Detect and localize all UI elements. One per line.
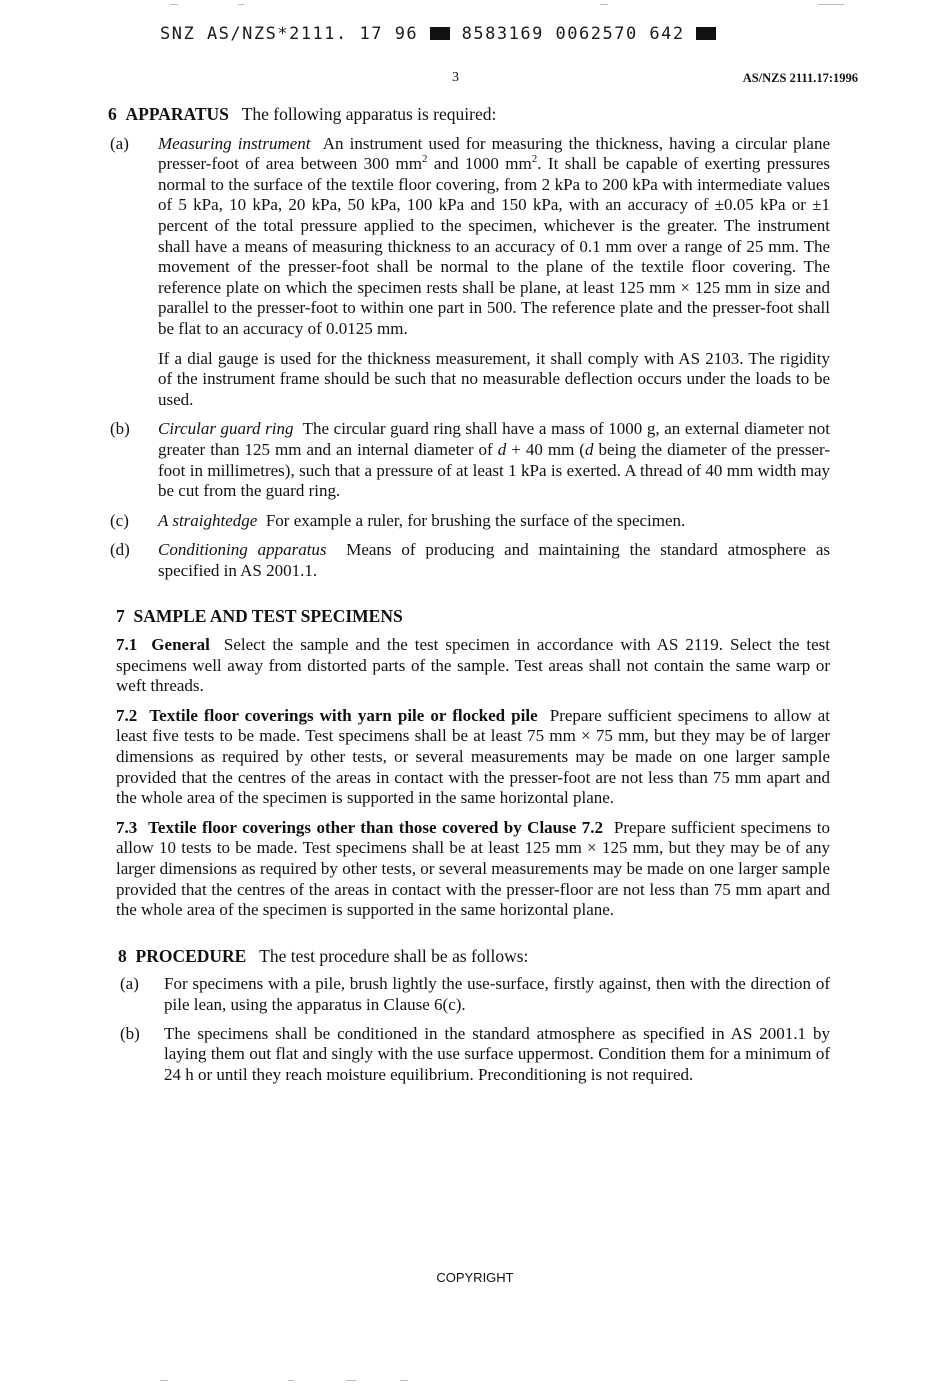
clause-heading: General [151, 635, 210, 655]
scan-mark [400, 1380, 408, 1381]
item-text: The circular guard ring shall have a mass of 1000 g, an external diameter not greater than 125 mm and an internal diameter of [158, 419, 831, 459]
section-intro: The test procedure shall be as follows: [259, 945, 529, 966]
section-title: SAMPLE AND TEST SPECIMENS [133, 606, 403, 627]
clause-number: 7.3 [116, 817, 138, 837]
procedure-item-b [118, 1024, 830, 1086]
item-paragraph [158, 419, 830, 501]
apparatus-item-c [108, 511, 830, 532]
clause-heading: Textile floor coverings with yarn pile or flocked pile [149, 705, 538, 725]
copyright-notice: COPYRIGHT [436, 1270, 514, 1285]
item-paragraph [158, 540, 830, 581]
clause-text: Prepare sufficient specimens to allow 10 tests to be made. Test specimens shall be at least 125 mm × 125 mm, but they may be of any larger dimensions as required by other tests, or several measurements may be made on one larger sample provided that the centres of the areas in contact with the presser-floor are not less than 75 mm apart and the whole area of the specimen is supported in the same horizontal plane. [116, 817, 831, 920]
clause-text: Prepare sufficient specimens to allow at least five tests to be made. Test specimens shall be at least 75 mm × 75 mm, but they may be of larger dimensions as required by other tests, or several measurements may be made on one larger sample provided that the centres of the areas in contact with the presser-foot are not less than 75 mm apart and the whole area of the specimen is supported in the same horizontal plane. [116, 705, 830, 808]
item-paragraph: The specimens shall be conditioned in the standard atmosphere as specified in AS 2001.1 by laying them out flat and singly with the use surface uppermost. Condition them for a minimum of 24 h or until they reach moisture equilibrium. Preconditioning is not required. [164, 1023, 830, 1084]
scan-mark [818, 4, 844, 5]
black-block-icon [430, 27, 450, 40]
item-term: Circular guard ring [158, 419, 294, 439]
item-label: (c) [110, 510, 129, 530]
section-apparatus [108, 104, 830, 581]
superscript: 2 [531, 153, 538, 166]
clause-7-2 [116, 706, 830, 809]
item-text: being the diameter of the presser-foot in millimetres), such that a pressure of at least 1 kPa is exerted. A thread of 40 mm width may be cut from the guard ring. [158, 439, 830, 501]
variable-d: d [584, 439, 594, 459]
section-sample-and-test-specimens [108, 606, 830, 920]
scan-header-code [160, 24, 716, 45]
item-text: + 40 mm ( [506, 439, 585, 459]
item-text: An instrument used for measuring the thickness, having a circular plane presser-foot of area between 300 mm [158, 133, 830, 174]
clause-7-3 [116, 818, 830, 921]
document-reference: AS/NZS 2111.17:1996 [742, 71, 858, 85]
apparatus-item-b [108, 419, 830, 501]
variable-d: d [497, 439, 507, 459]
scan-mark [160, 1380, 168, 1381]
scan-mark [170, 4, 178, 5]
scan-mark [346, 1380, 356, 1381]
section-number: 6 [108, 104, 117, 124]
item-label: (a) [110, 133, 129, 153]
page-number: 3 [452, 70, 459, 85]
item-term: Measuring instrument [158, 133, 311, 153]
item-label: (b) [110, 419, 130, 439]
item-paragraph: If a dial gauge is used for the thickness measurement, it shall comply with AS 2103. The rigidity of the instrument frame should be such that no measurable deflection occurs under the loads to be used. [158, 348, 830, 409]
superscript: 2 [422, 153, 428, 166]
section-number: 8 [118, 945, 127, 966]
clause-number: 7.1 [116, 635, 138, 655]
item-text: Means of producing and maintaining the standard atmosphere as specified in AS 2001.1. [158, 540, 831, 580]
item-paragraph: For specimens with a pile, brush lightly the use-surface, firstly against, then with the direction of pile lean, using the apparatus in Clause 6(c). [164, 974, 830, 1014]
section-heading [116, 606, 830, 627]
procedure-item-a [118, 974, 830, 1015]
section-procedure [108, 946, 830, 1086]
scan-mark [238, 4, 244, 5]
clause-heading: Textile floor coverings other than those covered by Clause 7.2 [148, 817, 603, 837]
item-text: . It shall be capable of exerting pressures normal to the surface of the textile floor covering, from 2 kPa to 200 kPa with intermediate values of 5 kPa, 10 kPa, 20 kPa, 50 kPa, 100 kPa and 150 kPa, with an accuracy of ±0.05 kPa or ±1 percent of the total pressure applied to the specimen, whichever is the greater. The instrument shall have a means of measuring thickness to an accuracy of 0.1 mm over a range of 25 mm. The movement of the presser-foot shall be normal to the plane of the textile floor covering. The reference plate on which the specimen rests shall be plane, at least 125 mm × 125 mm in size and parallel to the presser-foot to within one part in 500. The reference plate and the presser-foot shall be flat to an accuracy of 0.0125 mm. [158, 154, 831, 338]
clause-text: Select the sample and the test specimen in accordance with AS 2119. Select the test specimens well away from distorted parts of the sample. Test areas shall not contain the same warp or weft threads. [116, 635, 830, 696]
item-label: (d) [110, 540, 130, 560]
document-body [108, 104, 830, 1085]
item-paragraph [158, 511, 830, 532]
clause-7-1 [116, 635, 830, 697]
apparatus-item-d [108, 540, 830, 581]
section-number: 7 [116, 606, 125, 627]
section-heading [118, 946, 830, 967]
item-term: Conditioning apparatus [158, 540, 327, 560]
section-title: APPARATUS [125, 104, 229, 124]
clause-number: 7.2 [116, 705, 138, 725]
item-paragraph [158, 134, 830, 340]
scan-mark [600, 4, 608, 5]
scan-code-part2: 8583169 0062570 642 [461, 24, 685, 44]
black-block-icon [696, 27, 716, 40]
item-text: and 1000 mm [427, 154, 532, 174]
item-term: A straightedge [158, 510, 258, 530]
section-intro: The following apparatus is required: [241, 104, 497, 124]
scan-mark [288, 1380, 294, 1381]
item-label: (a) [120, 974, 139, 994]
scan-code-part1: SNZ AS/NZS*2111. 17 96 [160, 24, 419, 44]
section-title: PROCEDURE [135, 945, 247, 966]
apparatus-item-a [108, 134, 830, 411]
section-heading [108, 104, 830, 125]
item-label: (b) [120, 1023, 140, 1043]
item-text: For example a ruler, for brushing the surface of the specimen. [265, 510, 686, 530]
